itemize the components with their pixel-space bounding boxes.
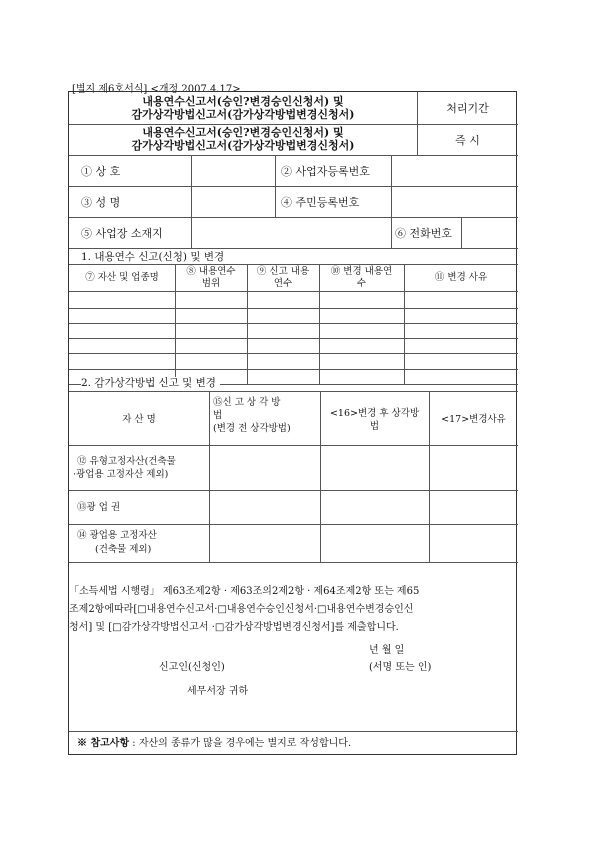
s1-col-asset: ⑦ 자산 및 업종명 [85, 272, 159, 283]
s1-col-reported-b: 연수 [273, 278, 293, 289]
title-line-1: 내용연수신고서(승인?변경승인신청서) 및 [142, 95, 344, 108]
phone-label: ⑥ 전화번호 [395, 227, 453, 240]
s2-row-mining-asset-b: (건축물 제외) [95, 544, 152, 555]
statement-line-1: 「소득세법 시행령」 제63조제2항 · 제63조의2제2항 · 제64조제2항 또는 제65 [69, 586, 420, 597]
s1-col-changed-b: 수 [356, 278, 367, 289]
s1-col-range-a: ⑧ 내용연수 [186, 266, 236, 277]
name-field[interactable] [192, 187, 274, 217]
statement-line-2: 조제2항에따라[□내용연수신고서·□내용연수승인신청서·□내용연수변경승인신 [69, 604, 414, 615]
reference-note-label: ※ 참고사항 [77, 738, 130, 749]
reference-note [77, 738, 351, 750]
s2-col-new-method-b: 법 [369, 421, 380, 432]
s2-col-reason: <17>변경사유 [441, 414, 506, 425]
s1-col-reason: ⑪ 변경 사유 [434, 272, 488, 283]
trade-name-label: ① 상 호 [81, 165, 121, 178]
statement-line-3: 청서] 및 [□감가상각방법신고서 ·□감가상각방법변경신청서]를 제출합니다. [69, 622, 399, 633]
section1-title: 1. 내용연수 신고(신청) 및 변경 [81, 251, 225, 263]
s1-col-range-b: 범위 [201, 278, 221, 289]
phone-field[interactable] [462, 218, 517, 248]
date-line: 년 월 일 [369, 645, 405, 656]
s2-col-new-method-a: <16>변경 후 상각방 [329, 408, 420, 419]
name-label: ③ 성 명 [81, 196, 121, 209]
biz-reg-no-field[interactable] [392, 156, 517, 186]
s1-col-reported-a: ⑨ 신고 내용 [256, 266, 310, 277]
biz-reg-no-label: ② 사업자등록번호 [281, 165, 370, 178]
s2-col-method-b: 법 [213, 410, 223, 421]
s2-row-tangible-b: ·광업용 고정자산 제외) [73, 469, 169, 480]
s2-row-mining-asset-a: ⑭ 광업용 고정자산 [77, 530, 157, 541]
form-number-note: [별지 제6호서식] <개정 2007.4.17> [72, 84, 241, 95]
processing-period-label: 처리기간 [446, 102, 489, 115]
s2-row-tangible-a: ⑫ 유형고정자산(건축물 [77, 456, 176, 467]
reference-note-text: : 자산의 종류가 많을 경우에는 별지로 작성합니다. [129, 738, 352, 749]
title-line-2: 감가상각방법신고서(감가상각방법변경신청서) [131, 108, 355, 121]
s2-col-method-c: (변경 전 상각방법) [213, 423, 291, 434]
title-line-4: 감가상각방법신고서(감가상각방법변경신청서) [131, 139, 355, 152]
section2-title: 2. 감가상각방법 신고 및 변경 [81, 377, 220, 390]
s2-row-mining-right: ⑬광 업 권 [77, 502, 121, 513]
declarant-label: 신고인(신청인) [159, 662, 225, 673]
signature-label: (서명 또는 인) [369, 662, 432, 673]
s2-col-asset: 자 산 명 [122, 414, 156, 425]
form-frame [68, 91, 517, 755]
processing-period-value: 즉 시 [455, 134, 480, 147]
resident-no-field[interactable] [392, 187, 517, 217]
resident-no-label: ④ 주민등록번호 [281, 196, 360, 209]
address-field[interactable] [192, 218, 390, 248]
s1-col-changed-a: ⑩ 변경 내용연 [330, 266, 393, 277]
recipient-label: 세무서장 귀하 [187, 686, 249, 697]
trade-name-field[interactable] [192, 156, 274, 186]
title-line-3: 내용연수신고서(승인?변경승인신청서) 및 [142, 126, 344, 139]
address-label: ⑤ 사업장 소재지 [81, 227, 163, 240]
s2-col-method-a: ⑮신 고 상 각 방 [213, 397, 281, 408]
